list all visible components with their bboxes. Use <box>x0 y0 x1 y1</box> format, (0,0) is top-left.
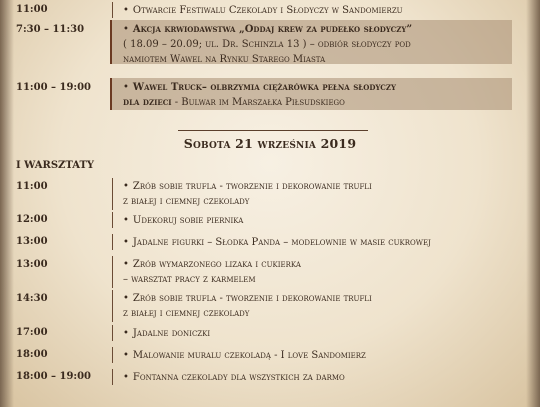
bullet-icon: • <box>123 237 129 248</box>
schedule-entry <box>116 4 530 17</box>
entry-text: Malowanie muralu czekoladą - I love Sandomierz <box>132 350 366 361</box>
bullet-icon: • <box>123 5 129 16</box>
time-label: 18:00 <box>16 349 48 360</box>
schedule-entry <box>116 371 530 384</box>
entry-text: Fontanna czekolady dla wszystkich za darmo <box>132 372 345 383</box>
separator-bar <box>112 212 113 228</box>
time-label: 12:00 <box>16 214 48 225</box>
schedule-entry <box>116 23 530 66</box>
entry-text: z białej i ciemnej czekolady <box>123 308 250 319</box>
entry-text: Zrób sobie trufla - tworzenie i dekorowanie trufli <box>132 293 372 304</box>
time-label: 7:30 – 11:30 <box>16 24 85 35</box>
entry-text: Otwarcie Festiwalu Czekolady i Słodyczy w Sandomierzu <box>132 5 403 16</box>
separator-bar <box>112 347 113 363</box>
separator-bar <box>112 234 113 250</box>
bullet-icon: • <box>123 181 129 192</box>
time-label: 13:00 <box>16 259 48 270</box>
entry-text: Wawel Truck– olbrzymia ciężarówka pełna słodyczy <box>132 82 396 93</box>
entry-text: namiotem Wawel na Rynku Starego Miasta <box>123 54 326 65</box>
separator-bar <box>112 178 113 210</box>
entry-text: z białej i ciemnej czekolady <box>123 196 250 207</box>
day-heading: Sobota 21 września 2019 <box>183 136 357 151</box>
schedule-entry <box>116 180 530 208</box>
bullet-icon: • <box>123 259 129 270</box>
entry-text: dla dzieci <box>123 97 172 108</box>
entry-text: Zrób sobie trufla - tworzenie i dekorowanie trufli <box>132 181 372 192</box>
schedule-entry <box>116 214 530 227</box>
time-label: 11:00 <box>16 4 48 15</box>
time-label: 18:00 – 19:00 <box>16 371 92 382</box>
separator-bar <box>112 369 113 385</box>
schedule-entry <box>116 292 530 320</box>
bullet-icon: • <box>123 328 129 339</box>
separator-bar <box>112 290 113 322</box>
time-label: 11:00 – 19:00 <box>16 82 92 93</box>
entry-text: Akcja krwiodawstwa „Oddaj krew za pudełko słodyczy” <box>132 24 413 35</box>
heading-divider <box>178 130 368 131</box>
schedule-entry <box>116 258 530 286</box>
bullet-icon: • <box>123 24 129 35</box>
left-vignette <box>0 0 14 407</box>
entry-location: - Bulwar im Marszałka Piłsudskiego <box>171 97 345 108</box>
entry-text: Jadalne figurki – Słodka Panda – modelownie w masie cukrowej <box>132 237 431 248</box>
entry-text: Zrób wymarzonego lizaka i cukierka <box>132 259 301 270</box>
separator-bar <box>112 256 113 288</box>
separator-bar <box>112 325 113 341</box>
time-label: 17:00 <box>16 327 48 338</box>
schedule-entry <box>116 349 530 362</box>
bullet-icon: • <box>123 350 129 361</box>
entry-text: Jadalne doniczki <box>132 328 211 339</box>
section-heading: I WARSZTATY <box>16 160 95 171</box>
time-label: 11:00 <box>16 181 48 192</box>
schedule-entry <box>116 236 530 249</box>
bullet-icon: • <box>123 372 129 383</box>
schedule-entry <box>116 81 530 109</box>
time-label: 13:00 <box>16 236 48 247</box>
time-label: 14:30 <box>16 293 48 304</box>
entry-text: – warsztat pracy z karmelem <box>123 274 256 285</box>
entry-text: Udekoruj sobie piernika <box>132 215 244 226</box>
bullet-icon: • <box>123 215 129 226</box>
bullet-icon: • <box>123 293 129 304</box>
entry-text: ( 18.09 – 20.09; ul. Dr. Schinzla 13 ) – odbiór słodyczy pod <box>123 39 411 50</box>
schedule-entry <box>116 327 530 340</box>
separator-bar <box>112 2 113 18</box>
bullet-icon: • <box>123 82 129 93</box>
